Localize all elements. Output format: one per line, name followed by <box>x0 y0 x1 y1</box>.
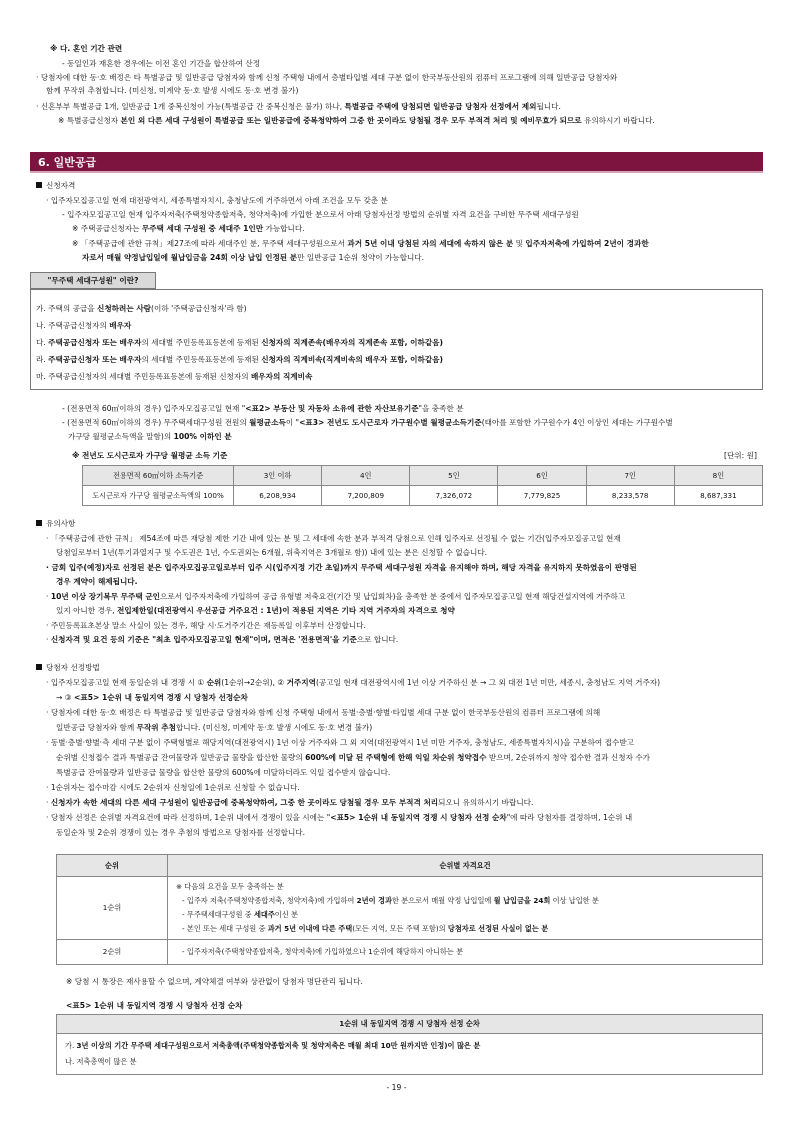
rank-1-req-line: - 본인 또는 세대 구성원 중 과거 5년 이내에 다른 주택(모든 지역, 모든 주택 포함)의 당첨자로 선정된 사실이 없는 분 <box>182 924 549 933</box>
table5-header: 1순위 내 동일지역 경쟁 시 당첨자 선정 순차 <box>57 1015 763 1034</box>
rank-cell: 2순위 <box>57 940 168 965</box>
income-cell: 도시근로자 가구당 월평균소득액의 100% <box>83 486 234 506</box>
caution-3-line-2: 있지 아니한 경우, 전입제한일(대전광역시 우선공급 거주요건 : 1년)이 적용된 지역은 기타 지역 거주자의 자격으로 청약 <box>56 606 455 615</box>
method-2-line-2: 일반공급 당첨자와 함께 무작위 추첨합니다. (미신청, 미계약 동·호 발생 시에도 동·호 변경 불가) <box>56 723 373 732</box>
note-sub: - 동일인과 재혼한 경우에는 이전 혼인 기간을 합산하여 산정 <box>62 59 261 68</box>
rank-1-req-line: - 입주자 저축(주택청약종합저축, 청약저축)에 가입하여 2년이 경과한 분으로서 매월 약정 납입일에 월 납입금을 24회 이상 납입한 분 <box>182 896 599 905</box>
caution-2-line-2: 경우 계약이 해제됩니다. <box>56 577 138 586</box>
area-line-1: - (전용면적 60㎡이하의 경우) 입주자모집공고일 현재 "<표2> 부동산 및 자동차 소유에 관한 자산보유기준"을 충족한 분 <box>62 404 464 413</box>
define-label: "무주택 세대구성원" 이란? <box>30 272 156 289</box>
income-table <box>82 465 763 506</box>
area-line-2: - (전용면적 60㎡이하의 경우) 무주택세대구성원 전원의 월평균소득이 "<표3> 전년도 도시근로자 가구원수별 월평균소득기준(태아를 포함한 가구원수가 4인 이상인 세대는 가구원수별 <box>62 418 673 427</box>
rank-table-header <box>57 855 763 877</box>
method-3-line-3: 특별공급 잔여물량과 일반공급 물량을 합산한 물량의 600%에 미달하더라도 익일 접수받지 않습니다. <box>56 768 391 777</box>
caution-4: · 주민등록표초본상 말소 사실이 있는 경우, 해당 시·도거주기간은 재등록일 이후부터 산정합니다. <box>46 621 366 630</box>
caution-3-line-1: · 10년 이상 장기복무 무주택 군인으로서 입주자저축에 가입하여 공급 유형별 저축요건(기간 및 납입회차)을 충족한 분 중에서 입주자모집공고일 현재 해당건설지역에 거주하고 <box>46 592 626 601</box>
qual-line-5: 자로서 매월 약정납입일에 월납입금을 24회 이상 납입 인정된 분만 일반공급 1순위 청약이 가능합니다. <box>82 253 425 262</box>
table5-line: 나. 저축총액이 많은 분 <box>65 1057 137 1066</box>
income-cell: 7,326,072 <box>410 486 498 506</box>
method-3-line-2: 순위별 신청접수 결과 특별공급 잔여물량과 일반공급 물량을 합산한 물량의 600%에 미달 된 주택형에 한해 익일 차순위 청약접수 받으며, 2순위까지 청약 접수한 결과 신청자 수가 <box>56 753 650 762</box>
table5-caption: <표5> 1순위 내 동일지역 경쟁 시 당첨자 선정 순차 <box>66 1001 243 1010</box>
method-1-line-2: → ③ <표5> 1순위 내 동일지역 경쟁 시 당첨자 선정순차 <box>56 693 248 702</box>
income-header-cell: 전용면적 60㎡이하 소득기준 <box>83 466 234 486</box>
method-3-line-1: · 동별·층별·향별·측 세대 구분 없이 주택형별로 해당지역(대전광역시) 1년 이상 거주자와 그 외 지역(대전광역시 1년 미만 거주자, 충청남도, 세종특별자치시)을 구분하여 접수받고 <box>46 738 635 747</box>
define-ma: 마. 주택공급신청자의 세대별 주민등록표등본에 등재된 신청자의 배우자의 직계비속 <box>36 372 313 381</box>
income-table-row <box>83 486 763 506</box>
rank-row-1 <box>57 877 763 940</box>
note-title: ※ 다. 혼인 기간 관련 <box>50 44 123 53</box>
define-da: 다. 주택공급신청자 또는 배우자의 세대별 주민등록표등본에 등재된 신청자의 직계존속(배우자의 직계존속 포함, 이하같음) <box>36 338 443 347</box>
page-number: - 19 - <box>386 1083 407 1092</box>
rank-cell: 1순위 <box>57 877 168 940</box>
table5 <box>56 1014 763 1075</box>
top-para-3: ※ 특별공급신청자 본인 외 다른 세대 구성원이 특별공급 또는 일반공급에 중복청약하여 그중 한 곳이라도 당첨될 경우 모두 부적격 처리 및 예비무효가 되므로 유의하시기 바랍니다. <box>58 116 655 125</box>
method-4: · 1순위자는 접수마감 시에도 2순위자 신청일에 1순위로 신청할 수 없습니다. <box>46 783 300 792</box>
income-header-cell: 5인 <box>410 466 498 486</box>
method-6-line-1: · 당첨자 선정은 순위별 자격요건에 따라 선정하며, 1순위 내에서 경쟁이 있을 시에는 "<표5> 1순위 내 동일지역 경쟁 시 당첨자 선정 순차"에 따라 당첨자를 결정하며, 1순위 내 <box>46 813 633 822</box>
top-para-1-line-2: 함께 무작위 추첨합니다. (미신청, 미계약 동·호 발생 시에도 동·호 변경 불가) <box>46 86 299 95</box>
rank-table <box>56 854 763 965</box>
caution-1-line-2: 당첨일로부터 1년(투기과열지구 및 수도권은 1년, 수도권외는 6개월, 위축지역은 3개월로 함)) 내에 있는 분은 신청할 수 없습니다. <box>56 548 488 557</box>
income-unit: [단위: 원] <box>724 451 757 460</box>
method-2-line-1: · 당첨자에 대한 동·호 배정은 타 특별공급 및 일반공급 당첨자와 함께 신청 주택형 내에서 동별·층별·향별·타입별 세대 구분 없이 한국부동산원의 컴퓨터 프로그램에 의해 <box>46 708 601 717</box>
table5-header-row <box>57 1015 763 1034</box>
square-bullet-icon <box>36 664 42 670</box>
table5-body <box>57 1034 763 1075</box>
qual-heading: 신청자격 <box>36 181 75 191</box>
income-cell: 8,687,331 <box>674 486 762 506</box>
income-table-header <box>83 466 763 486</box>
caution-1-line-1: · 「주택공급에 관한 규칙」 제54조에 따른 재당첨 제한 기간 내에 있는 분 및 그 세대에 속한 분과 부적격 당첨으로 인해 입주자로 선정될 수 없는 기간(입주자모집공고일 현재 <box>46 534 621 543</box>
rank-requirements-cell <box>168 877 763 940</box>
caution-heading: 유의사항 <box>36 519 75 529</box>
rank-row-2 <box>57 940 763 965</box>
method-5: · 신청자가 속한 세대의 다른 세대 구성원이 일반공급에 중복청약하여, 그중 한 곳이라도 당첨될 경우 모두 부적격 처리되오니 유의하시기 바랍니다. <box>46 798 534 807</box>
define-ga: 가. 주택의 공급을 신청하려는 사람(이하 '주택공급신청자'라 함) <box>36 304 247 313</box>
method-6-line-2: 동일순차 및 2순위 경쟁이 있는 경우 추첨의 방법으로 당첨자를 선정합니다. <box>56 828 306 837</box>
define-ra: 라. 주택공급신청자 또는 배우자의 세대별 주민등록표등본에 등재된 신청자의 직계비속(직계비속의 배우자 포함, 이하같음) <box>36 355 443 364</box>
area-line-3: 가구당 월평균소득액을 말함)의 100% 이하인 분 <box>68 432 232 441</box>
method-1-line-1: · 입주자모집공고일 현재 동일순위 내 경쟁 시 ① 순위(1순위→2순위), ② 거주지역(공고일 현재 대전광역시에 1년 이상 거주하신 분 → 그 외 대전 1년 미만, 세종시, 충청남도 지역 거주자) <box>46 678 661 687</box>
income-cell: 6,208,934 <box>234 486 322 506</box>
income-header-cell: 7인 <box>586 466 674 486</box>
qual-line-1: · 입주자모집공고일 현재 대전광역시, 세종특별자치시, 충청남도에 거주하면서 아래 조건을 모두 갖춘 분 <box>46 196 388 205</box>
square-bullet-icon <box>36 182 42 188</box>
square-bullet-icon <box>36 520 42 526</box>
income-cell: 8,233,578 <box>586 486 674 506</box>
rank-1-req-line: - 무주택세대구성원 중 세대주이신 분 <box>182 910 298 919</box>
top-para-2: · 신혼부부 특별공급 1개, 일반공급 1개 중복신청이 가능(특별공급 간 중복신청은 불가) 하나, 특별공급 주택에 당첨되면 일반공급 당첨자 선정에서 제외됩니다. <box>36 102 561 111</box>
income-header-cell: 8인 <box>674 466 762 486</box>
qual-line-4: ※ 「주택공급에 관한 규칙」제27조에 따라 세대주인 분, 무주택 세대구성원으로서 과거 5년 이내 당첨된 자의 세대에 속하지 않은 분 및 입주자저축에 가입하여 2년이 경과한 <box>72 239 649 248</box>
table5-body-row <box>57 1034 763 1075</box>
rank-header-cell: 순위별 자격요건 <box>168 855 763 877</box>
caution-2-line-1: · 금회 입주(예정)자로 선정된 분은 입주자모집공고일로부터 입주 시(입주지정 기간 초일)까지 무주택 세대구성원 자격을 유지해야 하며, 해당 자격을 유지하지 못하였음이 판명된 <box>46 563 637 572</box>
income-cell: 7,779,825 <box>498 486 586 506</box>
method-heading: 당첨자 선정방법 <box>36 663 100 673</box>
rank-1-req-line: ※ 다음의 요건을 모두 충족하는 분 <box>176 882 284 891</box>
qual-line-2: - 입주자모집공고일 현재 입주자저축(주택청약종합저축, 청약저축)에 가입한 분으로서 아래 당첨자선정 방법의 순위별 자격 요건을 구비한 무주택 세대구성원 <box>62 210 579 219</box>
income-header-cell: 3인 이하 <box>234 466 322 486</box>
top-para-1-line-1: · 당첨자에 대한 동·호 배정은 타 특별공급 및 일반공급 당첨자와 함께 신청 주택형 내에서 층별타입별 세대 구분 없이 한국부동산원의 컴퓨터 프로그램에 의해 일반공급 당첨자와 <box>36 73 618 82</box>
income-cell: 7,200,809 <box>322 486 410 506</box>
rank-requirements-cell: - 입주자저축(주택청약종합저축, 청약저축)에 가입하였으나 1순위에 해당하지 아니하는 분 <box>168 940 763 965</box>
income-table-title: ※ 전년도 도시근로자 가구당 월평균 소득 기준 <box>72 451 228 460</box>
rank-header-cell: 순위 <box>57 855 168 877</box>
caution-5: · 신청자격 및 요건 등의 기준은 "최초 입주자모집공고일 현재"이며, 면적은 '전용면적'을 기준으로 합니다. <box>46 635 399 644</box>
table5-line: 가. 3년 이상의 기간 무주택 세대구성원으로서 저축총액(주택청약종합저축 및 청약저축은 매월 최대 10만 원까지만 인정)이 많은 분 <box>65 1041 481 1050</box>
rank-table-note: ※ 당첨 시 통장은 재사용할 수 없으며, 계약체결 여부와 상관없이 당첨자 명단관리 됩니다. <box>66 977 363 986</box>
income-header-cell: 6인 <box>498 466 586 486</box>
define-na: 나. 주택공급신청자의 배우자 <box>36 321 132 330</box>
qual-line-3: ※ 주택공급신청자는 무주택 세대 구성원 중 세대주 1인만 가능합니다. <box>72 224 305 233</box>
income-header-cell: 4인 <box>322 466 410 486</box>
section-6-title: 6. 일반공급 <box>30 152 763 173</box>
